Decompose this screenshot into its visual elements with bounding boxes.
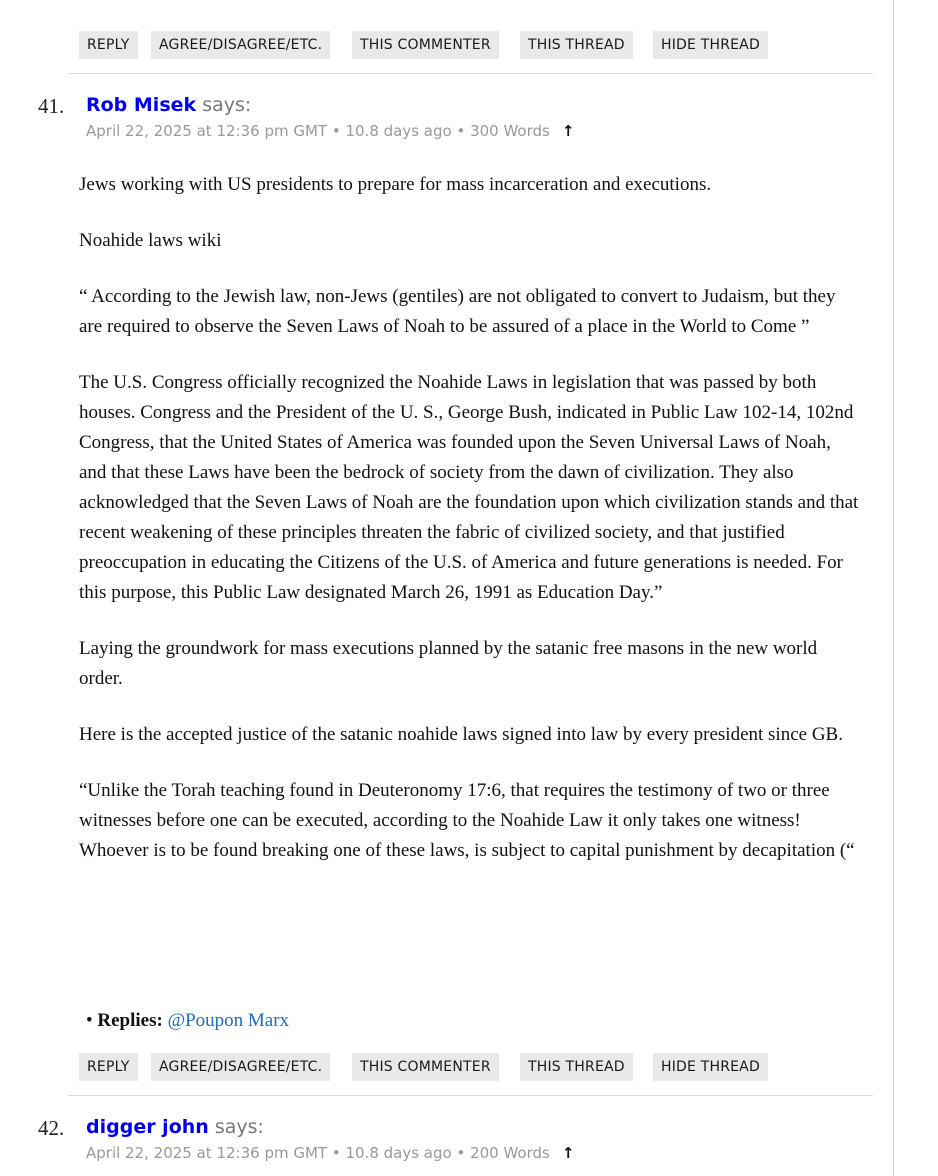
comment-meta — [86, 1144, 574, 1162]
this-commenter-button[interactable]: THIS COMMENTER — [352, 31, 499, 59]
comment-number: 42. — [38, 1116, 65, 1140]
comment-number: 41. — [38, 94, 65, 118]
says-label: says: — [202, 94, 252, 116]
reply-user-link[interactable]: @Poupon Marx — [167, 1010, 290, 1031]
replies-label: Replies: — [97, 1010, 163, 1031]
comment-divider — [68, 73, 873, 74]
author-link[interactable]: digger john — [86, 1116, 209, 1138]
comment-timestamp[interactable]: April 22, 2025 at 12:36 pm GMT • 10.8 days ago • 200 Words — [86, 1144, 550, 1162]
reply-button[interactable]: REPLY — [79, 1053, 138, 1081]
bullet-icon: • — [86, 1010, 98, 1031]
reply-button[interactable]: REPLY — [79, 31, 138, 59]
comment-body — [79, 170, 859, 892]
comment-paragraph: The U.S. Congress officially recognized the Noahide Laws in legislation that was passed by both houses. Congress and the President of the U. S., George Bush, indicated in Public Law 102-14, 102nd Congress, that the United States of America was founded upon the Seven Universal Laws of Noah, and that these Laws have been the bedrock of society from the dawn of civilization. They also acknowledged that the Seven Laws of Noah are the foundation upon which civilization stands and that recent weakening of these principles threaten the fabric of civilized society, and that justified preoccupation in educating the Citizens of the U.S. of America and future generations is needed. For this purpose, this Public Law designated March 26, 1991 as Education Day.” — [79, 372, 859, 603]
this-commenter-button[interactable]: THIS COMMENTER — [352, 1053, 499, 1081]
comment-timestamp[interactable]: April 22, 2025 at 12:36 pm GMT • 10.8 days ago • 300 Words — [86, 122, 550, 140]
replies-line — [86, 1010, 289, 1032]
agree-disagree-button[interactable]: AGREE/DISAGREE/ETC. — [151, 1053, 330, 1081]
author-link[interactable]: Rob Misek — [86, 94, 197, 116]
this-thread-button[interactable]: THIS THREAD — [520, 31, 633, 59]
agree-disagree-button[interactable]: AGREE/DISAGREE/ETC. — [151, 31, 330, 59]
comment-paragraph: “ According to the Jewish law, non-Jews (gentiles) are not obligated to convert to Judaism, but they are required to observe the Seven Laws of Noah to be assured of a place in the World to Come ” — [79, 286, 836, 337]
hide-thread-button[interactable]: HIDE THREAD — [653, 1053, 768, 1081]
says-label: says: — [214, 1116, 264, 1138]
comment-paragraph: Noahide laws wiki — [79, 230, 222, 251]
comment-paragraph: Laying the groundwork for mass executions planned by the satanic free masons in the new world order. — [79, 638, 818, 689]
comment-header — [86, 1116, 264, 1138]
arrow-up-icon[interactable]: ↑ — [561, 122, 575, 140]
comment-meta — [86, 122, 574, 140]
comment-paragraph: “Unlike the Torah teaching found in Deuteronomy 17:6, that requires the testimony of two or three witnesses before one can be executed, according to the Noahide Law it only takes one witness! Whoever is to be found breaking one of these laws, is subject to capital punishment by decapitation (“ — [79, 780, 855, 861]
this-thread-button[interactable]: THIS THREAD — [520, 1053, 633, 1081]
comment-divider — [68, 1095, 873, 1096]
hide-thread-button[interactable]: HIDE THREAD — [653, 31, 768, 59]
comment-paragraph: Jews working with US presidents to prepare for mass incarceration and executions. — [79, 174, 712, 195]
arrow-up-icon[interactable]: ↑ — [561, 1144, 575, 1162]
comment-paragraph: Here is the accepted justice of the satanic noahide laws signed into law by every president since GB. — [79, 724, 843, 745]
comment-header — [86, 94, 251, 116]
right-border — [893, 0, 894, 1176]
